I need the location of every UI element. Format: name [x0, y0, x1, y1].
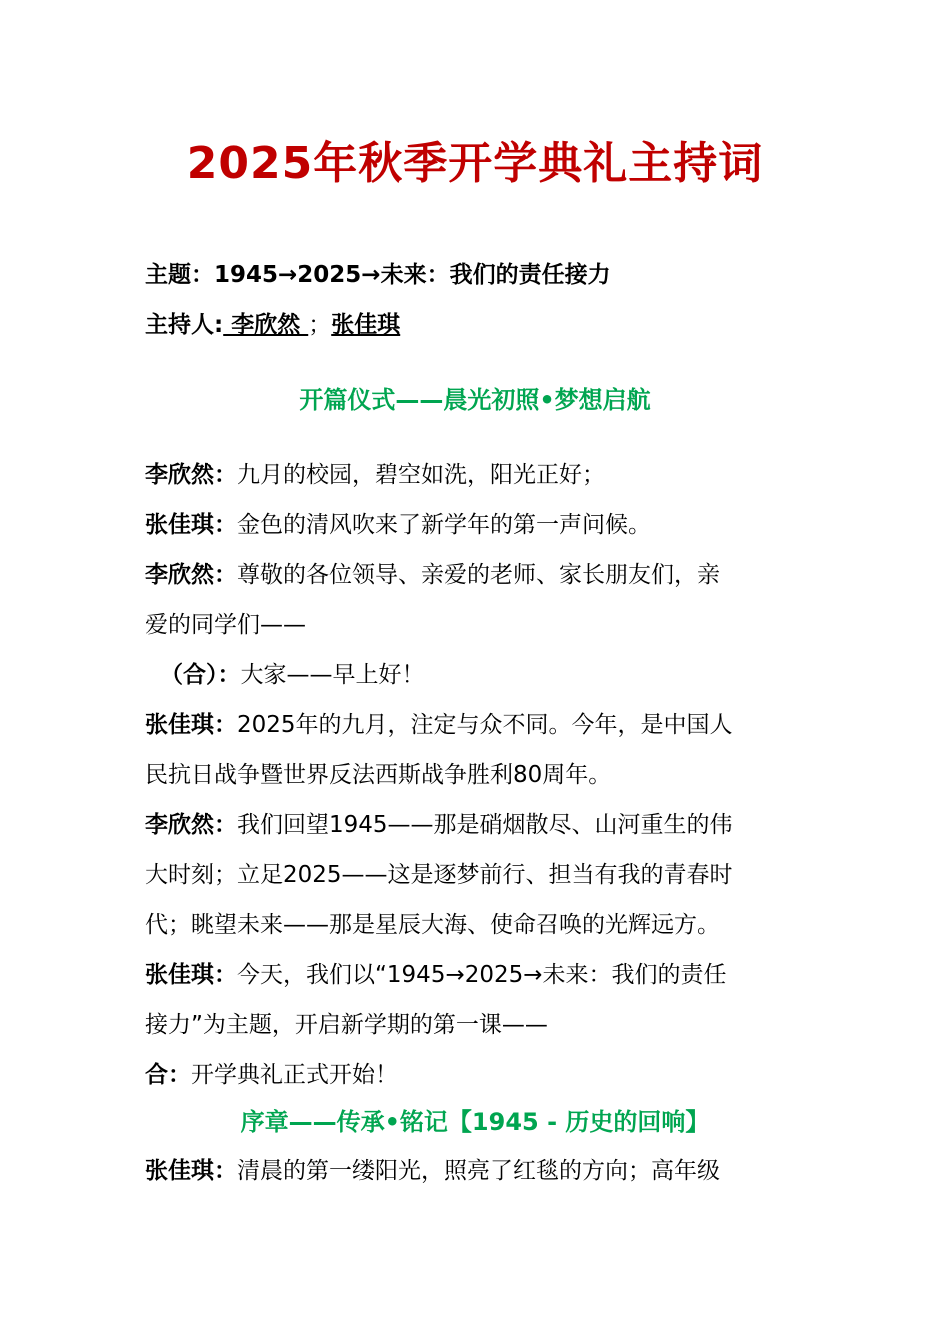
line-text: 尊敬的各位领导、亲爱的老师、家长朋友们，亲: [237, 562, 720, 588]
line-text: 大家——早上好！: [240, 662, 425, 688]
speaker-label: 张佳琪：: [145, 962, 237, 988]
section-heading-prologue: 序章——传承•铭记【1945 - 历史的回响】: [240, 1108, 710, 1136]
script-line: [145, 850, 815, 900]
line-text: 金色的清风吹来了新学年的第一声问候。: [237, 512, 651, 538]
line-text: 大时刻；立足2025——这是逐梦前行、担当有我的青春时: [145, 862, 733, 888]
hosts-line: [145, 300, 815, 350]
host-separator: ；: [308, 312, 332, 338]
line-text: 开学典礼正式开始！: [191, 1062, 398, 1088]
host-name-1: 李欣然: [223, 312, 309, 338]
script-line: [160, 650, 830, 700]
script-line: [145, 600, 815, 650]
document-title: 2025年秋季开学典礼主持词: [186, 138, 764, 189]
script-line: [145, 950, 815, 1000]
host-name-2: 张佳琪: [331, 312, 401, 338]
theme-value: 1945→2025→未来：我们的责任接力: [214, 262, 611, 288]
script-line: [145, 1050, 815, 1100]
section-heading-opening: 开篇仪式——晨光初照•梦想启航: [299, 386, 651, 414]
theme-label: 主题：: [145, 262, 214, 288]
speaker-label: 张佳琪：: [145, 512, 237, 538]
line-text: 接力”为主题，开启新学期的第一课——: [145, 1012, 548, 1038]
hosts-label: 主持人:: [145, 312, 224, 338]
script-line: [145, 1000, 815, 1050]
theme-line: [145, 250, 815, 300]
script-line: [145, 500, 815, 550]
script-line: [145, 700, 815, 750]
line-text: 我们回望1945——那是硝烟散尽、山河重生的伟: [237, 812, 733, 838]
speaker-label: 李欣然：: [145, 462, 237, 488]
speaker-label: 李欣然：: [145, 562, 237, 588]
script-line: [145, 450, 815, 500]
script-line: [145, 550, 815, 600]
line-text: 民抗日战争暨世界反法西斯战争胜利80周年。: [145, 762, 612, 788]
line-text: 清晨的第一缕阳光，照亮了红毯的方向；高年级: [237, 1158, 720, 1184]
script-line: [145, 900, 815, 950]
speaker-label: （合）：: [160, 662, 241, 688]
speaker-label: 张佳琪：: [145, 1158, 237, 1184]
script-line: [145, 800, 815, 850]
line-text: 九月的校园，碧空如洗，阳光正好；: [237, 462, 605, 488]
line-text: 代；眺望未来——那是星辰大海、使命召唤的光辉远方。: [145, 912, 720, 938]
line-text: 2025年的九月，注定与众不同。今年，是中国人: [237, 712, 733, 738]
speaker-label: 合：: [145, 1062, 191, 1088]
line-text: 今天，我们以“1945→2025→未来：我们的责任: [237, 962, 727, 988]
speaker-label: 李欣然：: [145, 812, 237, 838]
line-text: 爱的同学们——: [145, 612, 306, 638]
script-line: [145, 750, 815, 800]
script-line: [145, 1146, 815, 1196]
speaker-label: 张佳琪：: [145, 712, 237, 738]
